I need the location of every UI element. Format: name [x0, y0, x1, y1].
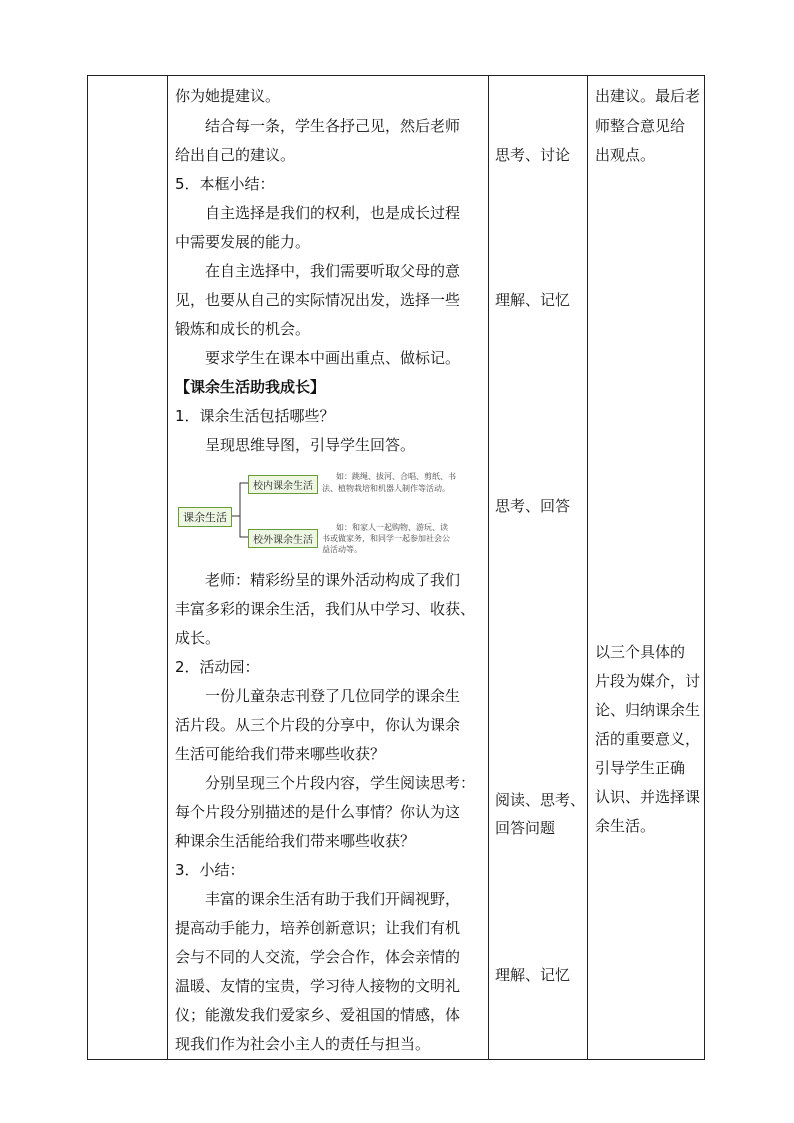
text-line: 3．小结：: [175, 861, 245, 879]
text-line: 丰富多彩的课余生活，我们从中学习、收获、: [175, 600, 476, 618]
text-line: 种课余生活能给我们带来哪些收获？: [175, 832, 416, 850]
student-activity: 理解、记忆: [495, 291, 571, 309]
text-line: 在自主选择中，我们需要听取父母的意: [205, 262, 461, 280]
text-line: 见，也要从自己的实际情况出发，选择一些: [175, 291, 461, 309]
student-activity: 回答问题: [495, 819, 556, 837]
text-line: 5．本框小结：: [175, 175, 275, 193]
text-line: 每个片段分别描述的是什么事情？你认为这: [175, 803, 461, 821]
column-divider-3: [587, 75, 588, 1060]
section-heading: 【课余生活助我成长】: [175, 378, 326, 396]
design-intent: 认识、并选择课: [595, 788, 701, 806]
text-line: 一份儿童杂志刊登了几位同学的课余生: [205, 687, 461, 705]
design-intent: 以三个具体的: [595, 643, 686, 661]
column-divider-1: [167, 75, 168, 1060]
text-line: 活片段。从三个片段的分享中，你认为课余: [175, 716, 461, 734]
mind-map-note: 法、植物栽培和机器人制作等活动。: [322, 484, 450, 493]
text-line: 给出自己的建议。: [175, 146, 296, 164]
text-line: 老师：精彩纷呈的课外活动构成了我们: [205, 571, 461, 589]
student-activity: 阅读、思考、: [495, 791, 586, 809]
mind-map-note: 书或做家务，和同学一起参加社会公: [322, 534, 450, 543]
text-line: 现我们作为社会小主人的责任与担当。: [175, 1035, 431, 1053]
mind-map-branch: 校外课余生活: [248, 529, 318, 548]
mind-map-note: 益活动等。: [322, 545, 362, 554]
text-line: 会与不同的人交流，学会合作，体会亲情的: [175, 948, 461, 966]
text-line: 1．课余生活包括哪些？: [175, 407, 335, 425]
design-intent: 出观点。: [595, 146, 656, 164]
text-line: 2．活动园：: [175, 658, 260, 676]
design-intent: 师整合意见给: [595, 117, 686, 135]
student-activity: 理解、记忆: [495, 966, 571, 984]
text-line: 结合每一条，学生各抒己见，然后老师: [205, 117, 461, 135]
mind-map-note: 如：跳绳、拔河、合唱、剪纸、书: [336, 472, 456, 481]
design-intent: 出建议。最后老: [595, 87, 701, 105]
text-line: 呈现思维导图，引导学生回答。: [205, 436, 416, 454]
text-line: 中需要发展的能力。: [175, 233, 311, 251]
text-line: 自主选择是我们的权利，也是成长过程: [205, 204, 461, 222]
text-line: 锻炼和成长的机会。: [175, 320, 311, 338]
mind-map-figure: [176, 465, 481, 555]
mind-map-root: 课余生活: [178, 507, 232, 527]
design-intent: 活的重要意义，: [595, 730, 701, 748]
design-intent: 余生活。: [595, 817, 656, 835]
text-line: 要求学生在课本中画出重点、做标记。: [205, 349, 461, 367]
text-line: 温暖、友情的宝贵，学习待人接物的文明礼: [175, 977, 461, 995]
student-activity: 思考、回答: [495, 497, 571, 515]
mind-map-note: 如：和家人一起购物、游玩、读: [336, 523, 448, 532]
text-line: 仪；能激发我们爱家乡、爱祖国的情感，体: [175, 1006, 461, 1024]
mind-map-branch: 校内课余生活: [248, 475, 318, 494]
text-line: 你为她提建议。: [175, 87, 281, 105]
student-activity: 思考、讨论: [495, 146, 571, 164]
design-intent: 论、归纳课余生: [595, 701, 701, 719]
text-line: 提高动手能力，培养创新意识；让我们有机: [175, 919, 461, 937]
text-line: 生活可能给我们带来哪些收获？: [175, 745, 386, 763]
text-line: 丰富的课余生活有助于我们开阔视野，: [205, 890, 461, 908]
text-line: 分别呈现三个片段内容，学生阅读思考：: [205, 774, 476, 792]
text-line: 成长。: [175, 629, 221, 647]
design-intent: 引导学生正确: [595, 759, 686, 777]
column-divider-2: [488, 75, 489, 1060]
design-intent: 片段为媒介，讨: [595, 672, 701, 690]
